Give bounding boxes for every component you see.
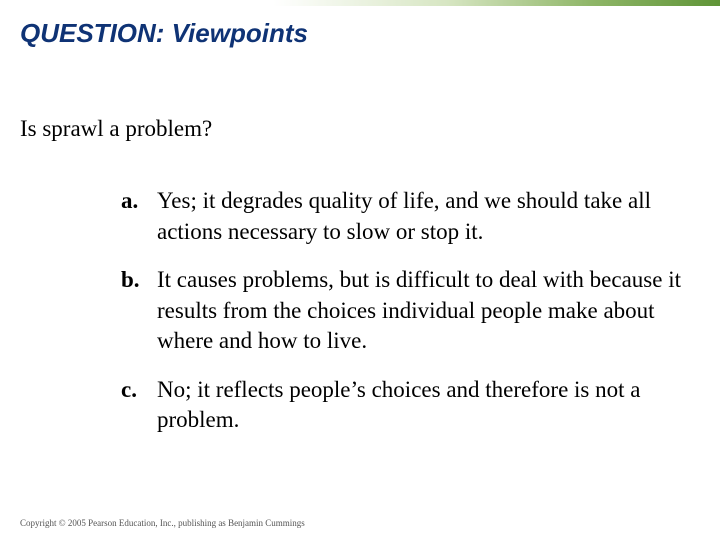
option-letter: a.	[121, 188, 139, 213]
top-accent-bar	[0, 0, 720, 6]
option-letter: b.	[121, 267, 140, 293]
answer-option-a	[121, 186, 701, 247]
answer-options-list	[121, 186, 701, 454]
copyright-notice: Copyright © 2005 Pearson Education, Inc., publishing as Benjamin Cummings	[20, 518, 305, 528]
question-text: Is sprawl a problem?	[20, 116, 213, 141]
answer-option-b	[121, 265, 701, 357]
option-text: No; it reflects people’s choices and therefore is not a problem.	[157, 376, 641, 433]
option-letter: c.	[121, 376, 137, 402]
answer-option-c	[121, 375, 701, 436]
option-text: Yes; it degrades quality of life, and we should take all actions necessary to slow or stop it.	[157, 188, 651, 244]
option-text: It causes problems, but is difficult to deal with because it results from the choices individual people make about where and how to live.	[157, 267, 681, 354]
slide-title: QUESTION: Viewpoints	[20, 18, 308, 48]
